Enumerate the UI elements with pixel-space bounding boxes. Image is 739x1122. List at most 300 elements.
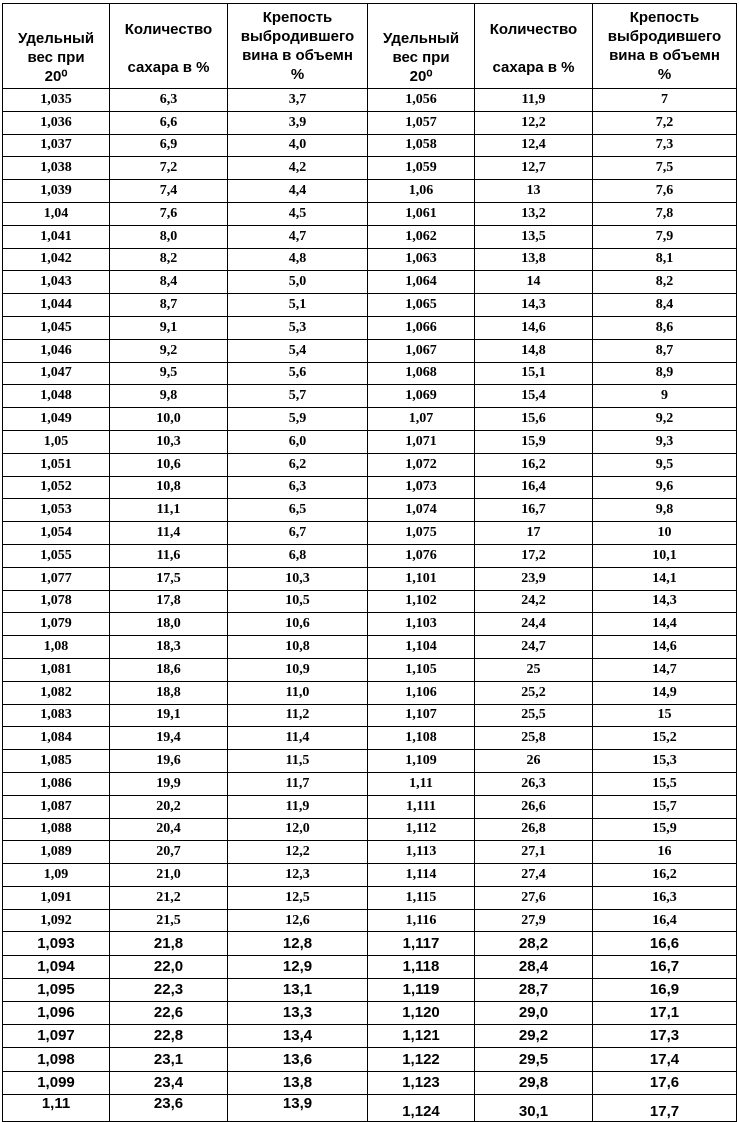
cell-specific-gravity-left: 1,037 bbox=[3, 134, 110, 157]
cell-sugar-left: 9,1 bbox=[110, 316, 228, 339]
cell-specific-gravity-right: 1,068 bbox=[368, 362, 475, 385]
cell-specific-gravity-right: 1,116 bbox=[368, 909, 475, 932]
cell-specific-gravity-right: 1,107 bbox=[368, 704, 475, 727]
table-row bbox=[3, 248, 737, 271]
cell-specific-gravity-left: 1,08 bbox=[3, 636, 110, 659]
table-row bbox=[3, 430, 737, 453]
cell-specific-gravity-left: 1,035 bbox=[3, 89, 110, 112]
cell-strength-right: 15,3 bbox=[593, 750, 737, 773]
cell-sugar-left: 8,4 bbox=[110, 271, 228, 294]
cell-strength-right: 8,9 bbox=[593, 362, 737, 385]
cell-specific-gravity-left: 1,047 bbox=[3, 362, 110, 385]
cell-strength-right: 16,3 bbox=[593, 886, 737, 909]
table-row bbox=[3, 750, 737, 773]
cell-specific-gravity-left: 1,084 bbox=[3, 727, 110, 750]
cell-strength-right: 14,6 bbox=[593, 636, 737, 659]
cell-sugar-left: 9,2 bbox=[110, 339, 228, 362]
table-row bbox=[3, 499, 737, 522]
cell-sugar-left: 22,8 bbox=[110, 1025, 228, 1048]
table-row bbox=[3, 932, 737, 955]
cell-specific-gravity-right: 1,056 bbox=[368, 89, 475, 112]
cell-specific-gravity-right: 1,071 bbox=[368, 430, 475, 453]
cell-strength-right: 15,7 bbox=[593, 795, 737, 818]
cell-sugar-left: 11,4 bbox=[110, 522, 228, 545]
sugar-strength-table bbox=[2, 3, 737, 1122]
cell-specific-gravity-left: 1,092 bbox=[3, 909, 110, 932]
cell-strength-right: 16,9 bbox=[593, 978, 737, 1001]
cell-specific-gravity-right: 1,123 bbox=[368, 1071, 475, 1094]
cell-specific-gravity-left: 1,097 bbox=[3, 1025, 110, 1048]
cell-sugar-right: 25,2 bbox=[475, 681, 593, 704]
cell-specific-gravity-left: 1,049 bbox=[3, 408, 110, 431]
table-row bbox=[3, 408, 737, 431]
cell-specific-gravity-left: 1,089 bbox=[3, 841, 110, 864]
cell-strength-left: 13,4 bbox=[228, 1025, 368, 1048]
cell-sugar-right: 24,4 bbox=[475, 613, 593, 636]
cell-sugar-left: 17,5 bbox=[110, 567, 228, 590]
table-row bbox=[3, 134, 737, 157]
cell-strength-right: 14,4 bbox=[593, 613, 737, 636]
table-row bbox=[3, 1048, 737, 1071]
cell-specific-gravity-right: 1,059 bbox=[368, 157, 475, 180]
table-row bbox=[3, 1025, 737, 1048]
cell-sugar-left: 7,4 bbox=[110, 180, 228, 203]
header-strength-left bbox=[228, 4, 368, 89]
cell-strength-left: 3,9 bbox=[228, 111, 368, 134]
table-header bbox=[3, 4, 737, 89]
table-row bbox=[3, 818, 737, 841]
cell-specific-gravity-left: 1,044 bbox=[3, 294, 110, 317]
cell-sugar-right: 11,9 bbox=[475, 89, 593, 112]
cell-sugar-right: 23,9 bbox=[475, 567, 593, 590]
cell-strength-left: 12,2 bbox=[228, 841, 368, 864]
cell-specific-gravity-right: 1,067 bbox=[368, 339, 475, 362]
cell-specific-gravity-left: 1,078 bbox=[3, 590, 110, 613]
cell-sugar-right: 29,2 bbox=[475, 1025, 593, 1048]
cell-strength-right: 10 bbox=[593, 522, 737, 545]
header-line: сахара в % bbox=[127, 58, 210, 76]
table-row bbox=[3, 704, 737, 727]
cell-strength-left: 3,7 bbox=[228, 89, 368, 112]
cell-sugar-right: 13,2 bbox=[475, 202, 593, 225]
cell-specific-gravity-left: 1,091 bbox=[3, 886, 110, 909]
table-row bbox=[3, 385, 737, 408]
cell-specific-gravity-left: 1,096 bbox=[3, 1002, 110, 1025]
cell-strength-left: 6,7 bbox=[228, 522, 368, 545]
cell-specific-gravity-right: 1,074 bbox=[368, 499, 475, 522]
table-row bbox=[3, 636, 737, 659]
cell-strength-right: 17,3 bbox=[593, 1025, 737, 1048]
cell-specific-gravity-right: 1,114 bbox=[368, 864, 475, 887]
cell-sugar-left: 19,9 bbox=[110, 772, 228, 795]
cell-sugar-left: 23,6 bbox=[110, 1094, 228, 1121]
header-line: вина в объемн bbox=[609, 47, 720, 64]
cell-specific-gravity-left: 1,043 bbox=[3, 271, 110, 294]
cell-sugar-left: 22,3 bbox=[110, 978, 228, 1001]
cell-specific-gravity-left: 1,04 bbox=[3, 202, 110, 225]
cell-strength-right: 16,4 bbox=[593, 909, 737, 932]
cell-specific-gravity-right: 1,064 bbox=[368, 271, 475, 294]
cell-sugar-right: 25 bbox=[475, 658, 593, 681]
cell-specific-gravity-left: 1,051 bbox=[3, 453, 110, 476]
cell-strength-right: 15,9 bbox=[593, 818, 737, 841]
cell-specific-gravity-right: 1,063 bbox=[368, 248, 475, 271]
cell-strength-left: 13,3 bbox=[228, 1002, 368, 1025]
cell-specific-gravity-right: 1,120 bbox=[368, 1002, 475, 1025]
cell-specific-gravity-left: 1,041 bbox=[3, 225, 110, 248]
table-row bbox=[3, 544, 737, 567]
cell-specific-gravity-left: 1,055 bbox=[3, 544, 110, 567]
cell-strength-left: 5,9 bbox=[228, 408, 368, 431]
cell-sugar-right: 12,2 bbox=[475, 111, 593, 134]
table-row bbox=[3, 202, 737, 225]
cell-strength-left: 11,0 bbox=[228, 681, 368, 704]
cell-sugar-left: 18,3 bbox=[110, 636, 228, 659]
cell-strength-left: 10,6 bbox=[228, 613, 368, 636]
cell-strength-left: 12,9 bbox=[228, 955, 368, 978]
cell-sugar-left: 10,6 bbox=[110, 453, 228, 476]
cell-sugar-right: 13,8 bbox=[475, 248, 593, 271]
cell-specific-gravity-right: 1,075 bbox=[368, 522, 475, 545]
cell-strength-right: 9,8 bbox=[593, 499, 737, 522]
table-row bbox=[3, 476, 737, 499]
cell-sugar-right: 27,1 bbox=[475, 841, 593, 864]
cell-strength-right: 9,5 bbox=[593, 453, 737, 476]
cell-sugar-left: 19,1 bbox=[110, 704, 228, 727]
cell-sugar-right: 27,6 bbox=[475, 886, 593, 909]
cell-specific-gravity-left: 1,052 bbox=[3, 476, 110, 499]
table-row bbox=[3, 294, 737, 317]
cell-sugar-right: 24,2 bbox=[475, 590, 593, 613]
cell-sugar-right: 15,4 bbox=[475, 385, 593, 408]
header-line: Удельный bbox=[382, 30, 460, 47]
cell-specific-gravity-right: 1,106 bbox=[368, 681, 475, 704]
cell-sugar-left: 9,5 bbox=[110, 362, 228, 385]
table-row bbox=[3, 909, 737, 932]
header-specific-gravity-left bbox=[3, 4, 110, 89]
table-row bbox=[3, 1002, 737, 1025]
cell-specific-gravity-left: 1,05 bbox=[3, 430, 110, 453]
cell-specific-gravity-left: 1,048 bbox=[3, 385, 110, 408]
cell-specific-gravity-left: 1,079 bbox=[3, 613, 110, 636]
table-row bbox=[3, 180, 737, 203]
cell-strength-left: 5,3 bbox=[228, 316, 368, 339]
cell-specific-gravity-right: 1,111 bbox=[368, 795, 475, 818]
cell-specific-gravity-right: 1,06 bbox=[368, 180, 475, 203]
table-row bbox=[3, 590, 737, 613]
table-row bbox=[3, 339, 737, 362]
table-row bbox=[3, 522, 737, 545]
cell-strength-left: 4,7 bbox=[228, 225, 368, 248]
cell-strength-left: 13,1 bbox=[228, 978, 368, 1001]
cell-sugar-right: 24,7 bbox=[475, 636, 593, 659]
cell-specific-gravity-right: 1,058 bbox=[368, 134, 475, 157]
cell-strength-left: 6,5 bbox=[228, 499, 368, 522]
cell-strength-right: 8,7 bbox=[593, 339, 737, 362]
cell-strength-right: 7,6 bbox=[593, 180, 737, 203]
cell-strength-right: 8,2 bbox=[593, 271, 737, 294]
cell-specific-gravity-right: 1,118 bbox=[368, 955, 475, 978]
table-row bbox=[3, 111, 737, 134]
cell-strength-left: 10,8 bbox=[228, 636, 368, 659]
cell-specific-gravity-right: 1,076 bbox=[368, 544, 475, 567]
cell-specific-gravity-left: 1,082 bbox=[3, 681, 110, 704]
cell-specific-gravity-right: 1,062 bbox=[368, 225, 475, 248]
cell-sugar-left: 21,2 bbox=[110, 886, 228, 909]
cell-strength-left: 12,3 bbox=[228, 864, 368, 887]
cell-sugar-left: 10,8 bbox=[110, 476, 228, 499]
table-row bbox=[3, 271, 737, 294]
cell-strength-left: 12,6 bbox=[228, 909, 368, 932]
cell-sugar-right: 14,8 bbox=[475, 339, 593, 362]
cell-specific-gravity-right: 1,108 bbox=[368, 727, 475, 750]
cell-sugar-left: 7,2 bbox=[110, 157, 228, 180]
cell-specific-gravity-right: 1,101 bbox=[368, 567, 475, 590]
header-line: Крепость bbox=[629, 9, 700, 26]
cell-sugar-left: 21,5 bbox=[110, 909, 228, 932]
cell-specific-gravity-left: 1,053 bbox=[3, 499, 110, 522]
cell-strength-left: 13,9 bbox=[228, 1094, 368, 1121]
header-line: % bbox=[657, 66, 672, 83]
cell-sugar-left: 9,8 bbox=[110, 385, 228, 408]
table-row bbox=[3, 567, 737, 590]
cell-strength-right: 7 bbox=[593, 89, 737, 112]
cell-sugar-right: 13 bbox=[475, 180, 593, 203]
table-row bbox=[3, 225, 737, 248]
cell-sugar-left: 21,0 bbox=[110, 864, 228, 887]
cell-strength-left: 11,7 bbox=[228, 772, 368, 795]
cell-strength-right: 17,4 bbox=[593, 1048, 737, 1071]
cell-strength-right: 7,3 bbox=[593, 134, 737, 157]
cell-sugar-left: 18,0 bbox=[110, 613, 228, 636]
cell-strength-right: 7,9 bbox=[593, 225, 737, 248]
cell-strength-left: 13,8 bbox=[228, 1071, 368, 1094]
cell-strength-right: 7,8 bbox=[593, 202, 737, 225]
header-line: выбродившего bbox=[607, 28, 722, 45]
cell-specific-gravity-right: 1,112 bbox=[368, 818, 475, 841]
cell-strength-right: 7,5 bbox=[593, 157, 737, 180]
cell-strength-right: 14,3 bbox=[593, 590, 737, 613]
cell-strength-left: 4,0 bbox=[228, 134, 368, 157]
cell-strength-left: 11,5 bbox=[228, 750, 368, 773]
cell-sugar-left: 17,8 bbox=[110, 590, 228, 613]
table-body bbox=[3, 89, 737, 1122]
cell-sugar-right: 14,3 bbox=[475, 294, 593, 317]
header-sugar-right bbox=[475, 4, 593, 89]
table-row bbox=[3, 772, 737, 795]
cell-specific-gravity-right: 1,07 bbox=[368, 408, 475, 431]
cell-specific-gravity-right: 1,102 bbox=[368, 590, 475, 613]
cell-sugar-right: 29,8 bbox=[475, 1071, 593, 1094]
cell-strength-right: 16 bbox=[593, 841, 737, 864]
cell-strength-left: 5,1 bbox=[228, 294, 368, 317]
cell-specific-gravity-right: 1,11 bbox=[368, 772, 475, 795]
cell-strength-right: 9,3 bbox=[593, 430, 737, 453]
cell-strength-left: 11,2 bbox=[228, 704, 368, 727]
cell-strength-left: 12,0 bbox=[228, 818, 368, 841]
cell-specific-gravity-right: 1,105 bbox=[368, 658, 475, 681]
cell-specific-gravity-left: 1,088 bbox=[3, 818, 110, 841]
table-row bbox=[3, 1094, 737, 1121]
cell-strength-right: 8,1 bbox=[593, 248, 737, 271]
cell-specific-gravity-left: 1,045 bbox=[3, 316, 110, 339]
cell-specific-gravity-right: 1,073 bbox=[368, 476, 475, 499]
cell-specific-gravity-right: 1,115 bbox=[368, 886, 475, 909]
header-line: вес при bbox=[27, 49, 85, 66]
cell-specific-gravity-left: 1,083 bbox=[3, 704, 110, 727]
table-row bbox=[3, 157, 737, 180]
cell-strength-right: 8,6 bbox=[593, 316, 737, 339]
cell-strength-left: 5,6 bbox=[228, 362, 368, 385]
header-line: Количество bbox=[124, 20, 213, 38]
cell-sugar-right: 16,2 bbox=[475, 453, 593, 476]
header-line: % bbox=[290, 66, 305, 83]
header-line: Удельный bbox=[17, 30, 95, 47]
cell-sugar-right: 12,7 bbox=[475, 157, 593, 180]
cell-sugar-right: 13,5 bbox=[475, 225, 593, 248]
cell-sugar-right: 17,2 bbox=[475, 544, 593, 567]
cell-sugar-right: 14 bbox=[475, 271, 593, 294]
cell-strength-right: 9,6 bbox=[593, 476, 737, 499]
cell-sugar-right: 25,5 bbox=[475, 704, 593, 727]
cell-strength-right: 15,2 bbox=[593, 727, 737, 750]
cell-strength-right: 17,1 bbox=[593, 1002, 737, 1025]
cell-specific-gravity-right: 1,124 bbox=[368, 1094, 475, 1121]
table-row bbox=[3, 89, 737, 112]
cell-sugar-left: 8,0 bbox=[110, 225, 228, 248]
table-row bbox=[3, 362, 737, 385]
cell-specific-gravity-left: 1,11 bbox=[3, 1094, 110, 1121]
table-row bbox=[3, 886, 737, 909]
cell-strength-right: 16,7 bbox=[593, 955, 737, 978]
cell-strength-left: 10,5 bbox=[228, 590, 368, 613]
cell-specific-gravity-left: 1,081 bbox=[3, 658, 110, 681]
table-row bbox=[3, 864, 737, 887]
cell-strength-left: 12,8 bbox=[228, 932, 368, 955]
cell-strength-left: 11,4 bbox=[228, 727, 368, 750]
cell-sugar-left: 18,6 bbox=[110, 658, 228, 681]
cell-specific-gravity-right: 1,103 bbox=[368, 613, 475, 636]
table-row bbox=[3, 316, 737, 339]
cell-strength-left: 4,4 bbox=[228, 180, 368, 203]
cell-strength-right: 9,2 bbox=[593, 408, 737, 431]
cell-strength-right: 16,6 bbox=[593, 932, 737, 955]
cell-specific-gravity-right: 1,057 bbox=[368, 111, 475, 134]
cell-sugar-left: 18,8 bbox=[110, 681, 228, 704]
cell-sugar-left: 8,2 bbox=[110, 248, 228, 271]
cell-sugar-right: 15,6 bbox=[475, 408, 593, 431]
cell-specific-gravity-left: 1,09 bbox=[3, 864, 110, 887]
cell-sugar-left: 22,6 bbox=[110, 1002, 228, 1025]
cell-strength-right: 14,9 bbox=[593, 681, 737, 704]
cell-sugar-right: 26,3 bbox=[475, 772, 593, 795]
cell-specific-gravity-right: 1,122 bbox=[368, 1048, 475, 1071]
table-row bbox=[3, 658, 737, 681]
cell-specific-gravity-left: 1,099 bbox=[3, 1071, 110, 1094]
cell-specific-gravity-right: 1,104 bbox=[368, 636, 475, 659]
cell-sugar-left: 11,6 bbox=[110, 544, 228, 567]
table-row bbox=[3, 681, 737, 704]
cell-strength-left: 5,0 bbox=[228, 271, 368, 294]
header-sugar-left bbox=[110, 4, 228, 89]
table-row bbox=[3, 795, 737, 818]
cell-specific-gravity-right: 1,072 bbox=[368, 453, 475, 476]
cell-strength-left: 11,9 bbox=[228, 795, 368, 818]
cell-sugar-right: 30,1 bbox=[475, 1094, 593, 1121]
cell-sugar-left: 10,0 bbox=[110, 408, 228, 431]
cell-strength-left: 6,8 bbox=[228, 544, 368, 567]
header-line: 20⁰ bbox=[409, 68, 433, 85]
cell-specific-gravity-left: 1,077 bbox=[3, 567, 110, 590]
cell-sugar-left: 20,2 bbox=[110, 795, 228, 818]
cell-strength-right: 17,6 bbox=[593, 1071, 737, 1094]
cell-strength-left: 5,7 bbox=[228, 385, 368, 408]
cell-strength-left: 6,0 bbox=[228, 430, 368, 453]
cell-sugar-right: 16,4 bbox=[475, 476, 593, 499]
cell-sugar-left: 20,7 bbox=[110, 841, 228, 864]
table-row bbox=[3, 841, 737, 864]
cell-sugar-left: 19,4 bbox=[110, 727, 228, 750]
cell-sugar-left: 6,9 bbox=[110, 134, 228, 157]
cell-strength-right: 14,1 bbox=[593, 567, 737, 590]
header-line: вес при bbox=[392, 49, 450, 66]
cell-specific-gravity-left: 1,038 bbox=[3, 157, 110, 180]
cell-specific-gravity-left: 1,094 bbox=[3, 955, 110, 978]
cell-sugar-left: 19,6 bbox=[110, 750, 228, 773]
cell-specific-gravity-left: 1,036 bbox=[3, 111, 110, 134]
cell-strength-right: 16,2 bbox=[593, 864, 737, 887]
cell-specific-gravity-right: 1,066 bbox=[368, 316, 475, 339]
table-row bbox=[3, 1071, 737, 1094]
cell-strength-left: 10,9 bbox=[228, 658, 368, 681]
cell-sugar-right: 26 bbox=[475, 750, 593, 773]
cell-strength-right: 8,4 bbox=[593, 294, 737, 317]
cell-specific-gravity-left: 1,095 bbox=[3, 978, 110, 1001]
cell-specific-gravity-left: 1,039 bbox=[3, 180, 110, 203]
cell-strength-left: 4,5 bbox=[228, 202, 368, 225]
cell-sugar-right: 12,4 bbox=[475, 134, 593, 157]
cell-sugar-left: 22,0 bbox=[110, 955, 228, 978]
cell-strength-left: 13,6 bbox=[228, 1048, 368, 1071]
header-line: выбродившего bbox=[240, 28, 355, 45]
header-specific-gravity-right bbox=[368, 4, 475, 89]
table-row bbox=[3, 727, 737, 750]
cell-strength-right: 9 bbox=[593, 385, 737, 408]
cell-specific-gravity-right: 1,119 bbox=[368, 978, 475, 1001]
cell-sugar-right: 14,6 bbox=[475, 316, 593, 339]
cell-sugar-right: 28,4 bbox=[475, 955, 593, 978]
header-strength-right bbox=[593, 4, 737, 89]
cell-specific-gravity-left: 1,046 bbox=[3, 339, 110, 362]
cell-specific-gravity-right: 1,069 bbox=[368, 385, 475, 408]
cell-sugar-left: 23,4 bbox=[110, 1071, 228, 1094]
cell-sugar-right: 26,8 bbox=[475, 818, 593, 841]
cell-sugar-right: 29,5 bbox=[475, 1048, 593, 1071]
cell-strength-left: 12,5 bbox=[228, 886, 368, 909]
cell-sugar-right: 27,4 bbox=[475, 864, 593, 887]
cell-specific-gravity-left: 1,086 bbox=[3, 772, 110, 795]
cell-strength-right: 15,5 bbox=[593, 772, 737, 795]
cell-strength-left: 4,2 bbox=[228, 157, 368, 180]
cell-specific-gravity-left: 1,098 bbox=[3, 1048, 110, 1071]
header-line: 20⁰ bbox=[44, 68, 68, 85]
cell-strength-right: 14,7 bbox=[593, 658, 737, 681]
cell-sugar-right: 28,7 bbox=[475, 978, 593, 1001]
cell-specific-gravity-right: 1,121 bbox=[368, 1025, 475, 1048]
table-row bbox=[3, 453, 737, 476]
cell-sugar-right: 17 bbox=[475, 522, 593, 545]
table-row bbox=[3, 955, 737, 978]
